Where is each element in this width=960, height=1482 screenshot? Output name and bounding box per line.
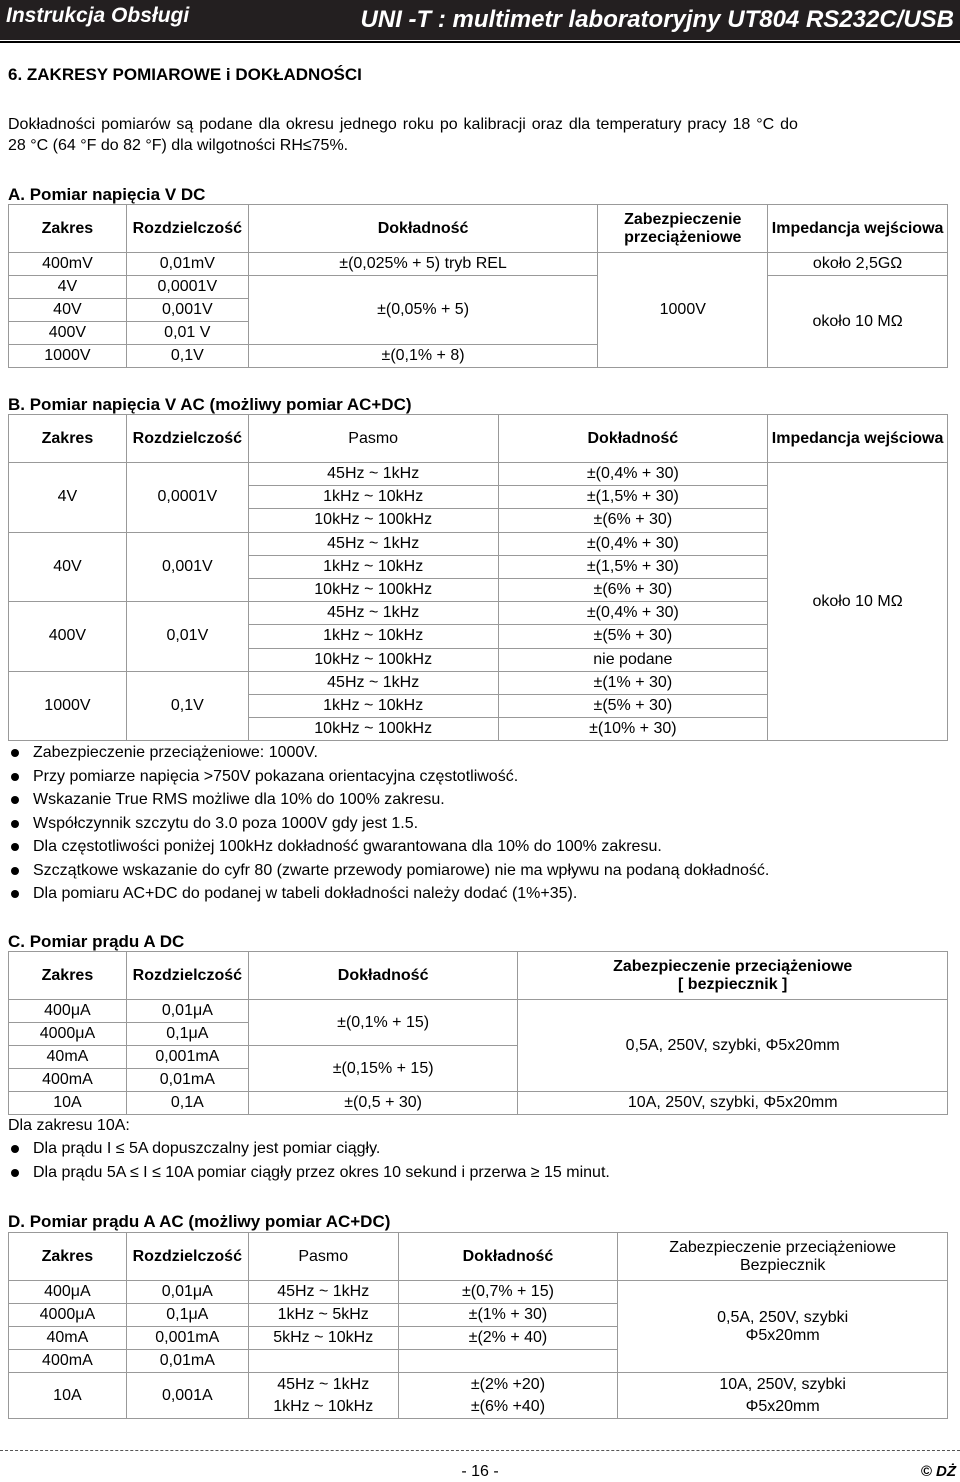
header-rozdzielczosc: Rozdzielczość	[126, 952, 248, 1000]
header-zabezpieczenie-line2: Bezpiecznik	[739, 1256, 826, 1274]
cell-range: 4000μA	[9, 1023, 127, 1046]
cell-accuracy: ±(2% + 40)	[398, 1327, 618, 1350]
protection-line1: 0,5A, 250V, szybki	[717, 1308, 849, 1326]
table-row	[9, 1373, 948, 1419]
table-row	[9, 1000, 948, 1023]
cell-range: 10A	[9, 1373, 127, 1419]
table-header-row	[9, 205, 948, 253]
header-dokladnosc: Dokładność	[248, 952, 518, 1000]
section-b-title: B. Pomiar napięcia V AC (możliwy pomiar AC+DC)	[8, 395, 412, 414]
cell-protection	[618, 1373, 948, 1419]
cell-range: 400mA	[9, 1069, 127, 1092]
intro-text-line1: Dokładności pomiarów są podane dla okresu jednego roku po kalibracji oraz dla temperatury pracy 18 °C do	[8, 116, 798, 133]
header-zakres: Zakres	[9, 1233, 127, 1281]
cell-accuracy: ±(10% + 30)	[498, 718, 768, 741]
cell-accuracy: ±(0,4% + 30)	[498, 532, 768, 555]
cell-resolution: 0,0001V	[126, 463, 248, 533]
header-rozdzielczosc: Rozdzielczość	[126, 1233, 248, 1281]
manual-title: Instrukcja Obsługi	[6, 4, 190, 27]
cell-range: 400μA	[9, 1000, 127, 1023]
band-line1: 45Hz ~ 1kHz	[277, 1375, 370, 1393]
list-item	[8, 743, 769, 767]
cell-band: 1kHz ~ 10kHz	[248, 555, 498, 578]
bullet-icon	[11, 796, 19, 804]
list-item	[8, 814, 769, 838]
cell-accuracy: ±(0,025% + 5) tryb REL	[248, 253, 598, 276]
header-pasmo: Pasmo	[248, 1233, 398, 1281]
cell-resolution: 0,001mA	[126, 1327, 248, 1350]
list-item	[8, 861, 769, 885]
header-zabezpieczenie: Zabezpieczenie przeciążeniowe	[598, 205, 768, 253]
header-zabezpieczenie-line2: [ bezpiecznik ]	[678, 975, 788, 993]
product-title: UNI -T : multimetr laboratoryjny UT804 RS232C/USB	[360, 6, 954, 33]
cell-resolution: 0,01μA	[126, 1000, 248, 1023]
cell-accuracy: ±(0,5 + 30)	[248, 1092, 518, 1115]
band-line2: 1kHz ~ 10kHz	[273, 1397, 374, 1415]
header-zabezpieczenie	[618, 1233, 948, 1281]
cell-accuracy	[398, 1350, 618, 1373]
cell-resolution: 0,1A	[126, 1092, 248, 1115]
note-text: Współczynnik szczytu do 3.0 poza 1000V gdy jest 1.5.	[33, 814, 419, 832]
cell-band: 45Hz ~ 1kHz	[248, 1281, 398, 1304]
header-dokladnosc: Dokładność	[398, 1233, 618, 1281]
cell-band: 45Hz ~ 1kHz	[248, 671, 498, 694]
cell-resolution: 0,001A	[126, 1373, 248, 1419]
cell-accuracy: ±(6% + 30)	[498, 578, 768, 601]
cell-impedance: około 10 MΩ	[768, 463, 948, 741]
cell-accuracy: ±(1% + 30)	[498, 671, 768, 694]
accuracy-line1: ±(2% +20)	[470, 1375, 546, 1393]
footer-divider	[0, 1450, 960, 1451]
list-item	[8, 790, 769, 814]
cell-resolution: 0,1μA	[126, 1023, 248, 1046]
cell-range: 400V	[9, 322, 127, 345]
table-ac-voltage	[8, 414, 948, 741]
cell-accuracy: ±(1% + 30)	[398, 1304, 618, 1327]
cell-band: 5kHz ~ 10kHz	[248, 1327, 398, 1350]
cell-accuracy: ±(0,15% + 15)	[248, 1046, 518, 1092]
table-row	[9, 276, 948, 299]
cell-accuracy: ±(1,5% + 30)	[498, 555, 768, 578]
cell-accuracy: nie podane	[498, 648, 768, 671]
cell-range: 1000V	[9, 345, 127, 368]
cell-range: 4V	[9, 276, 127, 299]
cell-resolution: 0,01mA	[126, 1069, 248, 1092]
page-header	[0, 0, 960, 40]
cell-accuracy: ±(6% + 30)	[498, 509, 768, 532]
bullet-icon	[11, 1145, 19, 1153]
cell-resolution: 0,1μA	[126, 1304, 248, 1327]
table-row	[9, 1281, 948, 1304]
bullet-icon	[11, 890, 19, 898]
cell-impedance: około 2,5GΩ	[768, 253, 948, 276]
cell-band	[248, 1350, 398, 1373]
page-number: - 16 -	[461, 1463, 499, 1480]
cell-band: 1kHz ~ 10kHz	[248, 694, 498, 717]
note-10a: Dla zakresu 10A:	[8, 1117, 130, 1134]
cell-range: 40V	[9, 532, 127, 602]
cell-accuracy: ±(5% + 30)	[498, 625, 768, 648]
cell-resolution: 0,01V	[126, 602, 248, 672]
cell-band: 10kHz ~ 100kHz	[248, 578, 498, 601]
note-text: Dla prądu I ≤ 5A dopuszczalny jest pomiar ciągły.	[33, 1140, 381, 1157]
cell-band: 1kHz ~ 10kHz	[248, 486, 498, 509]
intro-text-line2: 28 °C (64 °F do 82 °F) dla wilgotności RH≤75%.	[8, 137, 349, 154]
notes-ac-voltage	[8, 743, 769, 908]
header-zakres: Zakres	[9, 415, 127, 463]
cell-range: 4000μA	[9, 1304, 127, 1327]
list-item	[8, 837, 769, 861]
header-divider	[0, 41, 960, 43]
note-text: Szczątkowe wskazanie do cyfr 80 (zwarte przewody pomiarowe) nie ma wpływu na podaną dokładność.	[33, 861, 770, 879]
cell-accuracy: ±(1,5% + 30)	[498, 486, 768, 509]
cell-accuracy: ±(0,05% + 5)	[248, 276, 598, 345]
cell-range: 40mA	[9, 1327, 127, 1350]
cell-range: 40V	[9, 299, 127, 322]
protection-line2: Φ5x20mm	[745, 1326, 820, 1344]
cell-band: 1kHz ~ 5kHz	[248, 1304, 398, 1327]
cell-range: 400mA	[9, 1350, 127, 1373]
cell-resolution: 0,1V	[126, 671, 248, 741]
cell-protection: 1000V	[598, 253, 768, 368]
protection-line1: 10A, 250V, szybki	[719, 1375, 846, 1393]
table-header-row	[9, 952, 948, 1000]
cell-band: 10kHz ~ 100kHz	[248, 509, 498, 532]
cell-range: 400μA	[9, 1281, 127, 1304]
protection-line2: Φ5x20mm	[745, 1397, 820, 1415]
section-d-title: D. Pomiar prądu A AC (możliwy pomiar AC+DC)	[8, 1212, 391, 1231]
section-a-title: A. Pomiar napięcia V DC	[8, 185, 206, 204]
bullet-icon	[11, 820, 19, 828]
table-dc-voltage	[8, 204, 948, 368]
table-header-row	[9, 415, 948, 463]
cell-accuracy: ±(0,1% + 15)	[248, 1000, 518, 1046]
cell-resolution: 0,001mA	[126, 1046, 248, 1069]
table-row	[9, 463, 948, 486]
bullet-icon	[11, 773, 19, 781]
list-item	[8, 1139, 610, 1163]
header-pasmo: Pasmo	[248, 415, 498, 463]
header-dokladnosc: Dokładność	[248, 205, 598, 253]
cell-band: 45Hz ~ 1kHz	[248, 532, 498, 555]
header-zakres: Zakres	[9, 205, 127, 253]
cell-range: 400mV	[9, 253, 127, 276]
table-dc-current	[8, 951, 948, 1115]
cell-range: 1000V	[9, 671, 127, 741]
header-zabezpieczenie-line1: Zabezpieczenie przeciążeniowe	[669, 1238, 897, 1256]
table-row	[9, 253, 948, 276]
bullet-icon	[11, 749, 19, 757]
cell-band: 45Hz ~ 1kHz	[248, 602, 498, 625]
cell-resolution: 0,001V	[126, 299, 248, 322]
cell-resolution: 0,1V	[126, 345, 248, 368]
cell-band: 45Hz ~ 1kHz	[248, 463, 498, 486]
header-zakres: Zakres	[9, 952, 127, 1000]
accuracy-line2: ±(6% +40)	[470, 1397, 546, 1415]
cell-range: 4V	[9, 463, 127, 533]
list-item	[8, 1163, 610, 1187]
note-text: Dla prądu 5A ≤ I ≤ 10A pomiar ciągły przez okres 10 sekund i przerwa ≥ 15 minut.	[33, 1163, 610, 1181]
header-rozdzielczosc: Rozdzielczość	[126, 415, 248, 463]
cell-resolution: 0,01mA	[126, 1350, 248, 1373]
cell-band	[248, 1373, 398, 1419]
header-zabezpieczenie-line1: Zabezpieczenie przeciążeniowe	[613, 957, 853, 975]
cell-range: 400V	[9, 602, 127, 672]
list-item	[8, 767, 769, 791]
section-c-title: C. Pomiar prądu A DC	[8, 932, 185, 951]
cell-resolution: 0,001V	[126, 532, 248, 602]
cell-resolution: 0,01μA	[126, 1281, 248, 1304]
table-row	[9, 1092, 948, 1115]
bullet-icon	[11, 867, 19, 875]
header-rozdzielczosc: Rozdzielczość	[126, 205, 248, 253]
header-impedancja: Impedancja wejściowa	[768, 415, 948, 463]
note-text: Dla częstotliwości poniżej 100kHz dokładność gwarantowana dla 10% do 100% zakresu.	[33, 838, 662, 855]
cell-band: 10kHz ~ 100kHz	[248, 718, 498, 741]
note-text: Dla pomiaru AC+DC do podanej w tabeli dokładności należy dodać (1%+35).	[33, 885, 578, 902]
cell-resolution: 0,0001V	[126, 276, 248, 299]
table-header-row	[9, 1233, 948, 1281]
cell-accuracy: ±(0,7% + 15)	[398, 1281, 618, 1304]
header-impedancja: Impedancja wejściowa	[768, 205, 948, 253]
copyright: © DŻ	[920, 1463, 956, 1480]
bullet-icon	[11, 843, 19, 851]
note-text: Zabezpieczenie przeciążeniowe: 1000V.	[33, 744, 318, 761]
note-text: Przy pomiarze napięcia >750V pokazana orientacyjna częstotliwość.	[33, 767, 519, 785]
header-zabezpieczenie	[518, 952, 948, 1000]
table-ac-current	[8, 1232, 948, 1419]
cell-accuracy	[398, 1373, 618, 1419]
section-title: 6. ZAKRESY POMIAROWE i DOKŁADNOŚCI	[8, 65, 362, 84]
cell-resolution: 0,01mV	[126, 253, 248, 276]
cell-protection	[618, 1281, 948, 1373]
list-item	[8, 884, 769, 908]
cell-resolution: 0,01 V	[126, 322, 248, 345]
cell-range: 40mA	[9, 1046, 127, 1069]
bullet-icon	[11, 1169, 19, 1177]
cell-accuracy: ±(5% + 30)	[498, 694, 768, 717]
cell-accuracy: ±(0,1% + 8)	[248, 345, 598, 368]
cell-band: 1kHz ~ 10kHz	[248, 625, 498, 648]
cell-impedance: około 10 MΩ	[768, 276, 948, 368]
cell-protection: 0,5A, 250V, szybki, Φ5x20mm	[518, 1000, 948, 1092]
cell-protection: 10A, 250V, szybki, Φ5x20mm	[518, 1092, 948, 1115]
cell-accuracy: ±(0,4% + 30)	[498, 602, 768, 625]
cell-accuracy: ±(0,4% + 30)	[498, 463, 768, 486]
note-text: Wskazanie True RMS możliwe dla 10% do 100% zakresu.	[33, 791, 445, 808]
header-dokladnosc: Dokładność	[498, 415, 768, 463]
cell-band: 10kHz ~ 100kHz	[248, 648, 498, 671]
notes-dc-current	[8, 1139, 610, 1186]
cell-range: 10A	[9, 1092, 127, 1115]
